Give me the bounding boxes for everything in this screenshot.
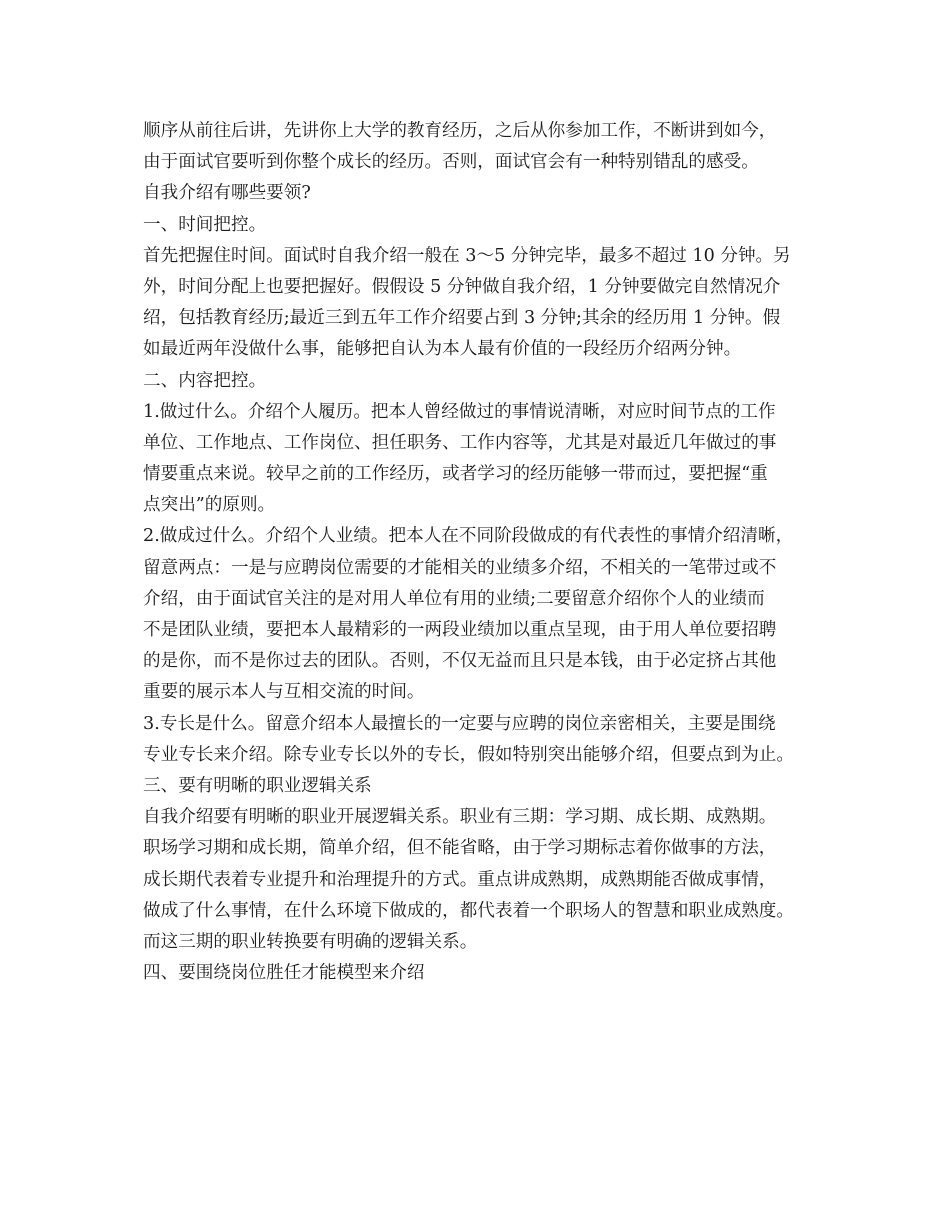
paragraph-line: 如最近两年没做什么事，能够把自认为本人最有价值的一段经历介绍两分钟。	[143, 339, 742, 360]
section-heading-competency-model: 四、要围绕岗位胜任才能模型来介绍	[143, 963, 425, 984]
paragraph-line: 重要的展示本人与互相交流的时间。	[143, 682, 425, 703]
paragraph-line: 职场学习期和成长期，简单介绍，但不能省略，由于学习期标志着你做事的方法，	[143, 838, 777, 859]
paragraph-line: 做成了什么事情，在什么环境下做成的，都代表着一个职场人的智慧和职业成熟度。	[143, 900, 794, 921]
section-heading-time-control: 一、时间把控。	[143, 214, 267, 235]
paragraph-line: 成长期代表着专业提升和治理提升的方式。重点讲成熟期，成熟期能否做成事情，	[143, 869, 777, 890]
paragraph-line: 外，时间分配上也要把握好。假假设 5 分钟做自我介绍，1 分钟要做完自然情况介	[143, 276, 781, 297]
paragraph-line: 由于面试官要听到你整个成长的经历。否则，面试官会有一种特别错乱的感受。	[143, 152, 759, 173]
paragraph-line: 不是团队业绩，要把本人最精彩的一两段业绩加以重点呈现，由于用人单位要招聘	[143, 620, 777, 640]
paragraph-line: 专业专长来介绍。除专业专长以外的专长，假如特别突出能够介绍，但要点到为止。	[143, 744, 794, 765]
paragraph-line: 点突出”的原则。	[143, 495, 276, 516]
paragraph-line: 顺序从前往后讲，先讲你上大学的教育经历，之后从你参加工作，不断讲到如今，	[143, 121, 777, 141]
section-question-line: 自我介绍有哪些要领?	[143, 183, 311, 204]
paragraph-line: 2.做成过什么。介绍个人业绩。把本人在不同阶段做成的有代表性的事情介绍清晰，	[143, 526, 794, 547]
paragraph-line: 3.专长是什么。留意介绍本人最擅长的一定要与应聘的岗位亲密相关，主要是围绕	[143, 713, 776, 734]
document-body	[143, 116, 843, 989]
paragraph-line: 自我介绍要有明晰的职业开展逻辑关系。职业有三期：学习期、成长期、成熟期。	[143, 807, 777, 828]
paragraph-line: 而这三期的职业转换要有明确的逻辑关系。	[143, 931, 478, 952]
paragraph-line: 绍，包括教育经历;最近三到五年工作介绍要占到 3 分钟;其余的经历用 1 分钟。假	[143, 308, 781, 329]
section-heading-career-logic: 三、要有明晰的职业逻辑关系	[143, 775, 372, 796]
paragraph-line: 留意两点：一是与应聘岗位需要的才能相关的业绩多介绍，不相关的一笔带过或不	[143, 557, 777, 578]
paragraph-line: 介绍，由于面试官关注的是对用人单位有用的业绩;二要留意介绍你个人的业绩而	[143, 588, 765, 609]
paragraph-line: 1.做过什么。介绍个人履历。把本人曾经做过的事情说清晰，对应时间节点的工作	[143, 401, 776, 422]
section-heading-content-control: 二、内容把控。	[143, 370, 267, 391]
paragraph-line: 单位、工作地点、工作岗位、担任职务、工作内容等，尤其是对最近几年做过的事	[143, 432, 777, 453]
paragraph-line: 首先把握住时间。面试时自我介绍一般在 3～5 分钟完毕，最多不超过 10 分钟。另	[143, 245, 791, 266]
paragraph-line: 的是你，而不是你过去的团队。否则，不仅无益而且只是本钱，由于必定挤占其他	[143, 651, 777, 672]
paragraph-line: 情要重点来说。较早之前的工作经历，或者学习的经历能够一带而过，要把握“重	[143, 464, 768, 485]
